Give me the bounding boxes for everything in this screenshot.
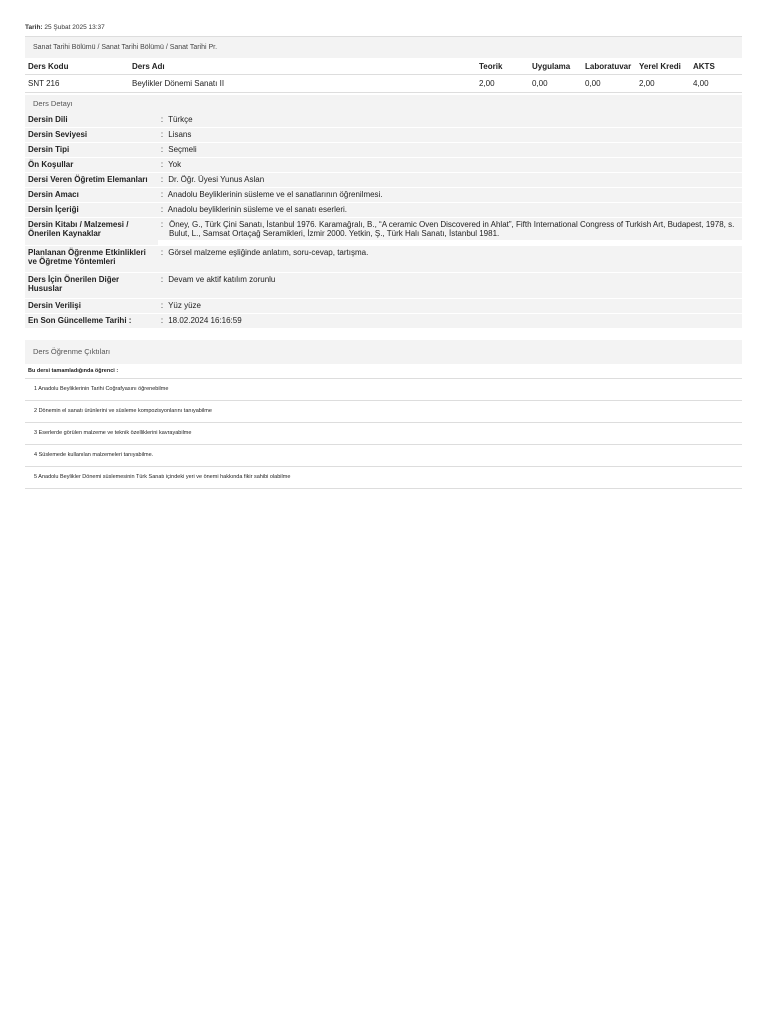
detail-text: Yüz yüze: [168, 300, 201, 310]
detail-value: [158, 127, 742, 142]
learning-outcomes-list: [25, 364, 742, 489]
header-lab: Laboratuvar: [582, 58, 636, 75]
list-item: 2 Dönemin el sanatı ürünlerini ve süsleme kompozisyonlarını tanıyabilme: [25, 401, 742, 423]
colon: :: [160, 315, 164, 325]
detail-label: En Son Güncelleme Tarihi :: [25, 313, 158, 328]
detail-row-instructor: [25, 172, 742, 187]
detail-label: Dersin Dili: [25, 113, 158, 127]
list-item: 1 Anadolu Beyliklerinin Tarihi Coğrafyasını öğrenebilme: [25, 379, 742, 401]
theory-value: 2,00: [476, 75, 529, 93]
colon: :: [160, 204, 164, 214]
colon: :: [160, 189, 164, 199]
print-date: [25, 24, 105, 31]
detail-text: Anadolu Beyliklerinin süsleme ve el sanatlarının öğrenilmesi.: [167, 189, 383, 199]
detail-value: [158, 113, 742, 127]
local-credit-value: 2,00: [636, 75, 690, 93]
detail-label: Dersin Tipi: [25, 142, 158, 157]
colon: :: [160, 174, 164, 184]
lab-value: 0,00: [582, 75, 636, 93]
outcomes-intro: Bu dersi tamamladığında öğrenci :: [25, 364, 742, 379]
date-label: Tarih:: [25, 24, 43, 31]
detail-text: Yok: [168, 159, 182, 169]
course-info-table: [25, 58, 742, 93]
course-code: SNT 216: [25, 75, 129, 93]
detail-label: Dersin Seviyesi: [25, 127, 158, 142]
detail-text: Lisans: [168, 129, 192, 139]
detail-value: [158, 172, 742, 187]
detail-text: Dr. Öğr. Üyesi Yunus Aslan: [168, 174, 265, 184]
detail-value: [158, 187, 742, 202]
header-course-name: Ders Adı: [129, 58, 476, 75]
date-value: 25 Şubat 2025 13:37: [44, 24, 105, 31]
table-row: [25, 75, 742, 93]
header-ects: AKTS: [690, 58, 742, 75]
course-name: Beylikler Dönemi Sanatı II: [129, 75, 476, 93]
list-item: 3 Eserlerde görülen malzeme ve teknik özelliklerini kavrayabilme: [25, 423, 742, 445]
detail-text: Görsel malzeme eşliğinde anlatım, soru-cevap, tartışma.: [168, 247, 369, 257]
ects-value: 4,00: [690, 75, 742, 93]
detail-value: [158, 218, 742, 241]
detail-label: Dersin Amacı: [25, 187, 158, 202]
detail-label: Dersin İçeriği: [25, 202, 158, 217]
detail-label: Ön Koşullar: [25, 157, 158, 172]
course-table-header: [25, 58, 742, 75]
colon: :: [160, 115, 164, 124]
detail-value: [158, 272, 742, 298]
colon: :: [160, 274, 164, 284]
detail-label: Dersin Kitabı / Malzemesi / Önerilen Kaynaklar: [25, 217, 158, 245]
detail-row-language: [25, 113, 742, 127]
detail-value: [158, 245, 742, 272]
colon: :: [160, 219, 164, 229]
header-practice: Uygulama: [529, 58, 582, 75]
detail-text: Türkçe: [168, 115, 193, 124]
detail-row-other: [25, 272, 742, 298]
detail-row-methods: [25, 245, 742, 272]
detail-text: Öney, G., Türk Çini Sanatı, İstanbul 1976. Karamağralı, B., “A ceramic Oven Discovered in Ahlat”, Fifth International Congress of Turkish Art, Budapest, 1978, s. Bulut, L., Samsat Ortaçağ Seramikleri, İzmir 2000. Yetkin, Ş., Türk Halı Sanatı, İstanbul 1981.: [169, 219, 735, 238]
detail-value: [158, 202, 742, 217]
detail-row-delivery: [25, 298, 742, 313]
detail-label: Planlanan Öğrenme Etkinlikleri ve Öğretme Yöntemleri: [25, 245, 158, 272]
header-local-credit: Yerel Kredi: [636, 58, 690, 75]
colon: :: [160, 300, 164, 310]
detail-value: [158, 298, 742, 313]
detail-text: Devam ve aktif katılım zorunlu: [168, 274, 276, 284]
detail-row-updated: [25, 313, 742, 328]
header-theory: Teorik: [476, 58, 529, 75]
list-item: 5 Anadolu Beylikler Dönemi süslemesinin Türk Sanatı içindeki yeri ve önemi hakkında fikir sahibi olabilme: [25, 467, 742, 489]
practice-value: 0,00: [529, 75, 582, 93]
detail-row-content: [25, 202, 742, 217]
detail-value: [158, 142, 742, 157]
header-course-code: Ders Kodu: [25, 58, 129, 75]
detail-row-objective: [25, 187, 742, 202]
detail-row-prerequisites: [25, 157, 742, 172]
detail-section-title: Ders Detayı: [25, 95, 742, 113]
detail-text: Anadolu beyliklerinin süsleme ve el sanatı eserleri.: [167, 204, 347, 214]
list-item: 4 Süslemede kullanılan malzemeleri tanıyabilme.: [25, 445, 742, 467]
colon: :: [160, 129, 164, 139]
colon: :: [160, 144, 164, 154]
breadcrumb: Sanat Tarihi Bölümü / Sanat Tarihi Bölümü / Sanat Tarihi Pr.: [25, 36, 742, 58]
detail-label: Dersin Verilişi: [25, 298, 158, 313]
outcomes-section-title: Ders Öğrenme Çıktıları: [25, 340, 742, 364]
course-details-table: [25, 113, 742, 329]
detail-row-level: [25, 127, 742, 142]
detail-label: Ders İçin Önerilen Diğer Hususlar: [25, 272, 158, 298]
colon: :: [160, 247, 164, 257]
detail-value: [158, 157, 742, 172]
detail-row-type: [25, 142, 742, 157]
detail-row-resources: [25, 217, 742, 245]
detail-text: 18.02.2024 16:16:59: [168, 315, 242, 325]
detail-text: Seçmeli: [168, 144, 197, 154]
colon: :: [160, 159, 164, 169]
detail-value: [158, 313, 742, 328]
detail-label: Dersi Veren Öğretim Elemanları: [25, 172, 158, 187]
